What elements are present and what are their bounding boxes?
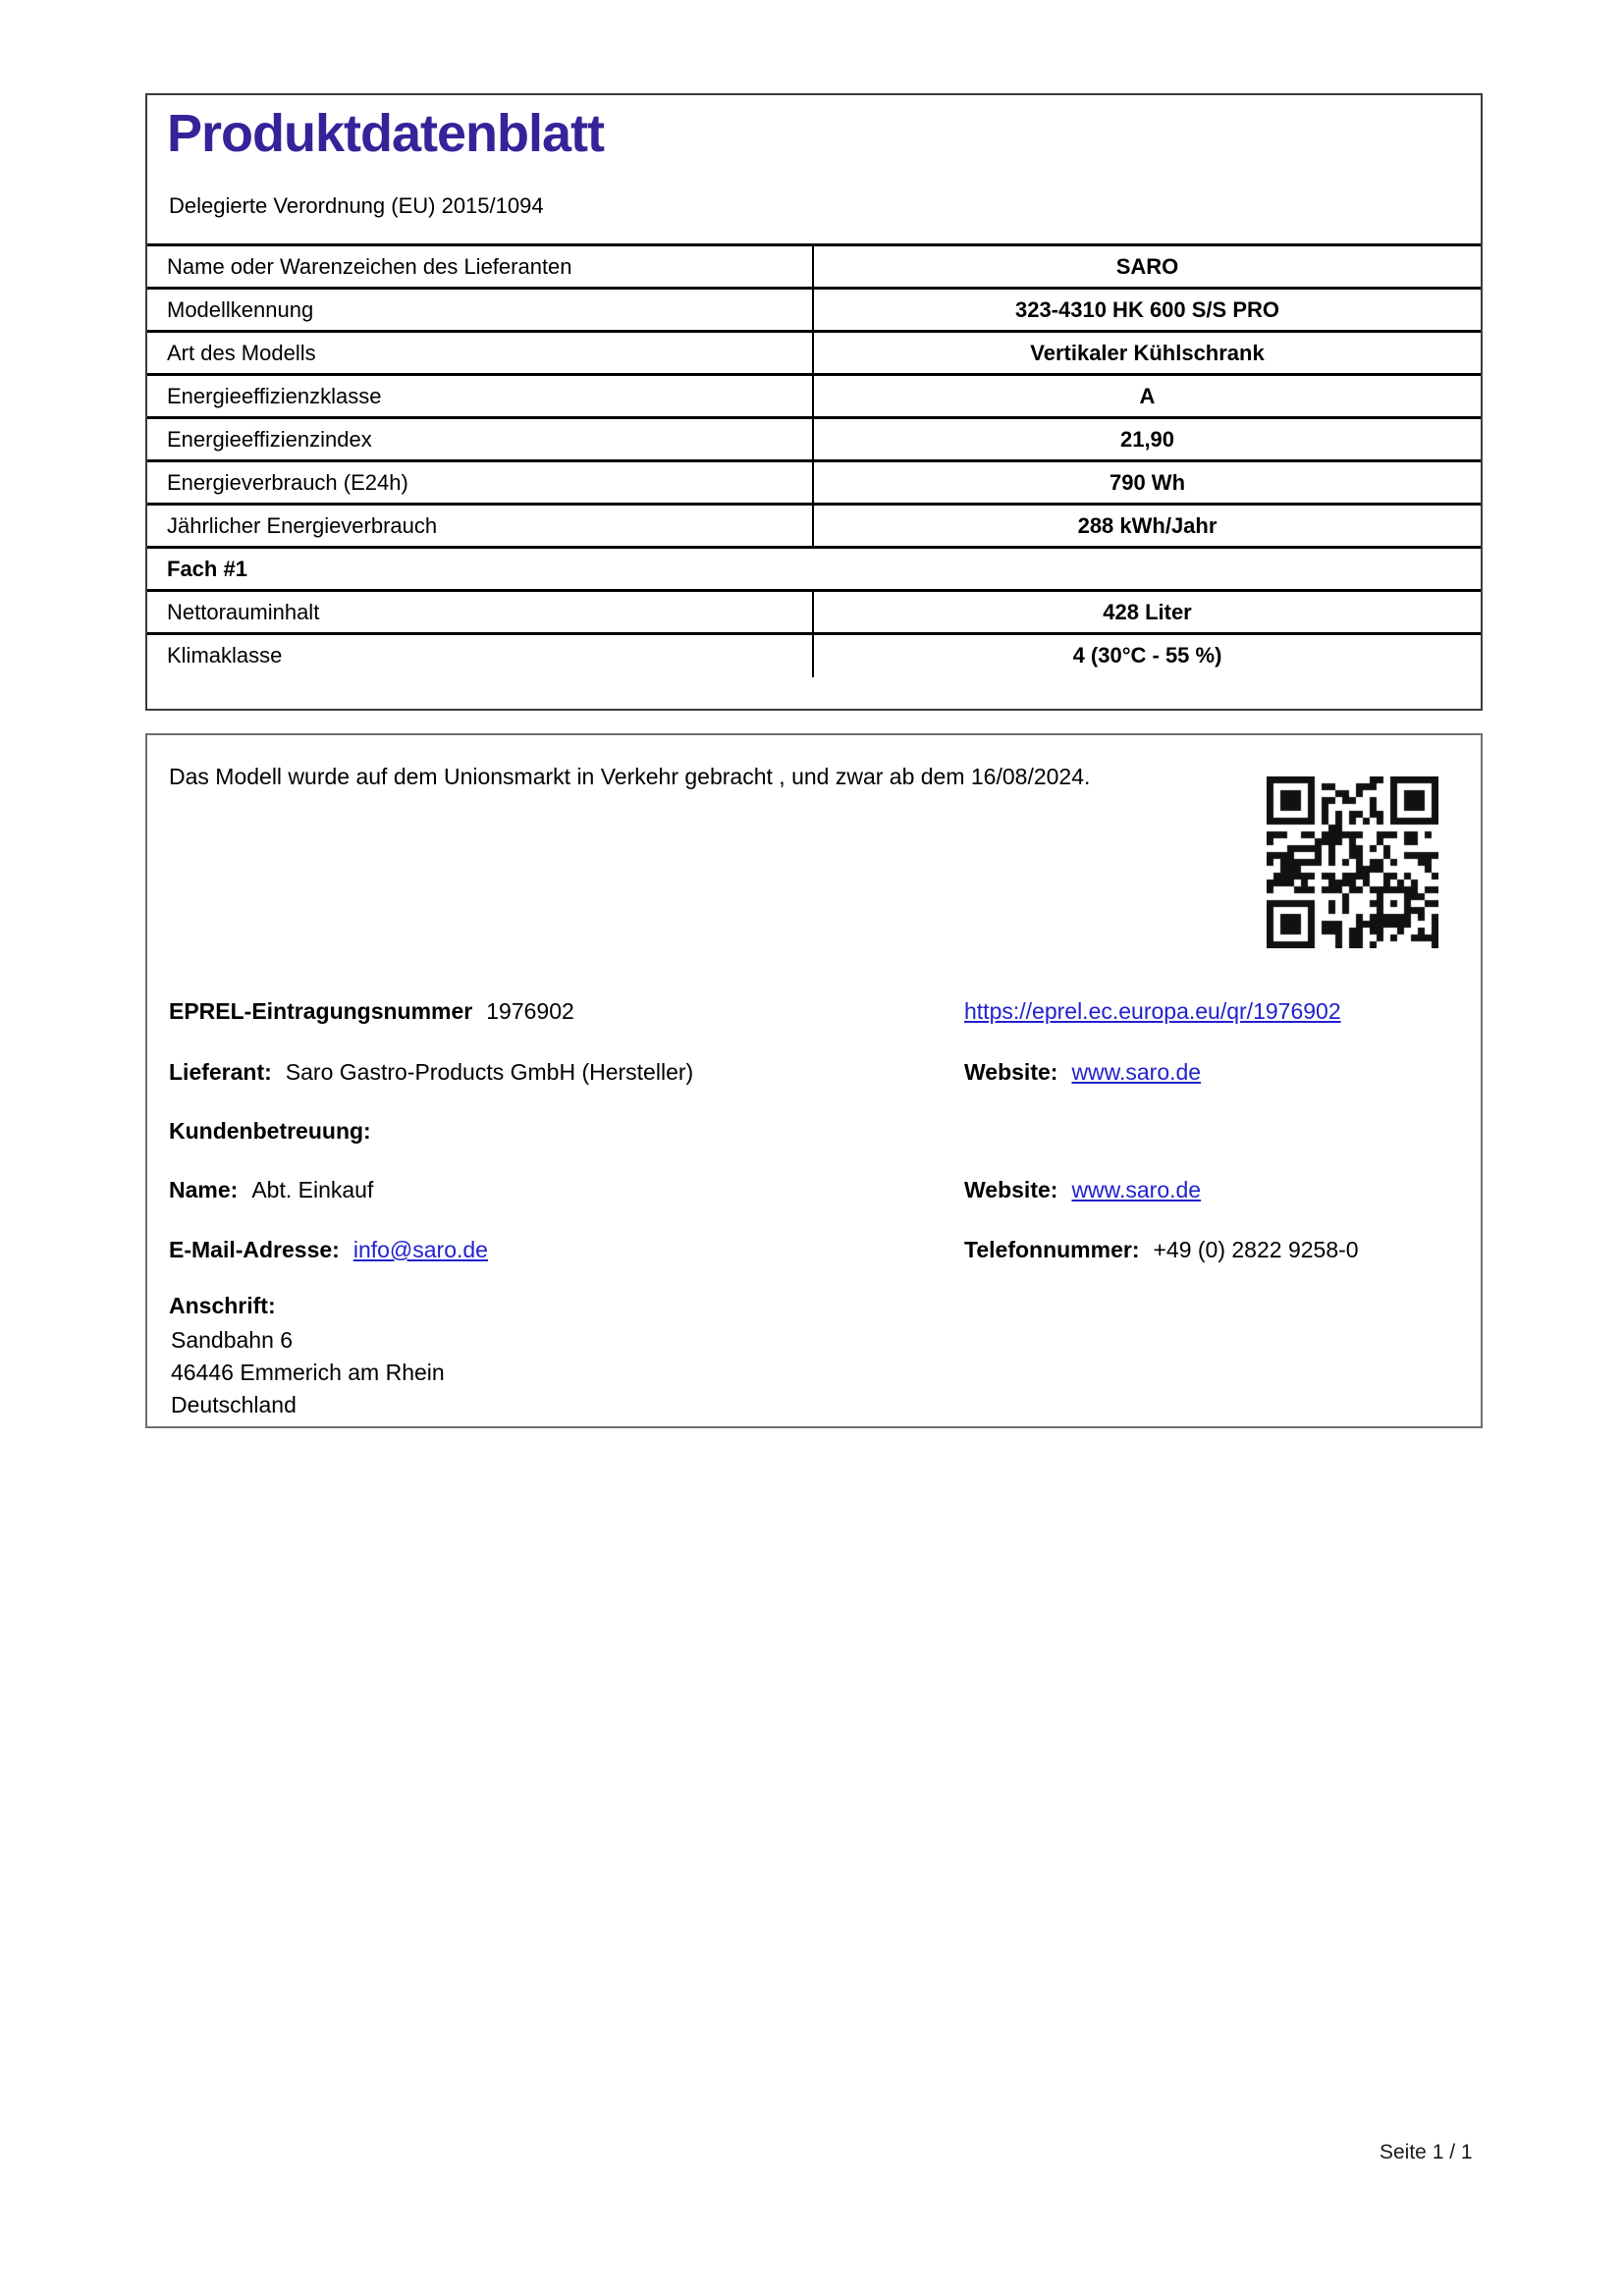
phone-label: Telefonnummer: — [964, 1237, 1140, 1262]
table-row — [147, 461, 1481, 505]
website2-label: Website: — [964, 1177, 1058, 1202]
table-row — [147, 591, 1481, 634]
qr-code — [1267, 776, 1438, 948]
spec-value: 21,90 — [813, 418, 1481, 461]
email-link[interactable]: info@saro.de — [352, 1237, 488, 1262]
spec-value: 288 kWh/Jahr — [813, 505, 1481, 548]
table-row — [147, 245, 1481, 289]
spec-label: Jährlicher Energieverbrauch — [147, 505, 813, 548]
spec-label: Energieeffizienzklasse — [147, 375, 813, 418]
spec-value: 323-4310 HK 600 S/S PRO — [813, 289, 1481, 332]
spec-value: 4 (30°C - 55 %) — [813, 634, 1481, 677]
spec-label: Name oder Warenzeichen des Lieferanten — [147, 245, 813, 289]
email-label: E-Mail-Adresse: — [169, 1237, 340, 1262]
spec-value: 428 Liter — [813, 591, 1481, 634]
contact-name-value: Abt. Einkauf — [251, 1177, 374, 1202]
email-row — [169, 1237, 488, 1263]
table-section-row — [147, 548, 1481, 591]
address-line: Sandbahn 6 — [171, 1327, 294, 1353]
eprel-label: EPREL-Eintragungsnummer — [169, 998, 473, 1024]
spec-value: Vertikaler Kühlschrank — [813, 332, 1481, 375]
phone-value: +49 (0) 2822 9258-0 — [1153, 1237, 1359, 1262]
page-number: Seite 1 / 1 — [1380, 2141, 1473, 2163]
phone-row — [964, 1237, 1359, 1263]
contact-name-label: Name: — [169, 1177, 239, 1202]
spec-value: A — [813, 375, 1481, 418]
spec-label: Energieverbrauch (E24h) — [147, 461, 813, 505]
market-statement: Das Modell wurde auf dem Unionsmarkt in Verkehr gebracht , und zwar ab dem 16/08/2024. — [169, 764, 1091, 789]
spec-label: Modellkennung — [147, 289, 813, 332]
datasheet-card — [145, 93, 1483, 711]
supplier-row — [169, 1059, 693, 1086]
table-row — [147, 289, 1481, 332]
table-row — [147, 375, 1481, 418]
table-row — [147, 332, 1481, 375]
website-label: Website: — [964, 1059, 1058, 1085]
spec-label: Energieeffizienzindex — [147, 418, 813, 461]
address-line: 46446 Emmerich am Rhein — [171, 1360, 445, 1385]
spec-table — [147, 243, 1481, 677]
website-link[interactable]: www.saro.de — [1071, 1059, 1202, 1085]
eprel-number: 1976902 — [486, 998, 574, 1024]
table-row — [147, 634, 1481, 677]
spec-value: 790 Wh — [813, 461, 1481, 505]
customer-service-label: Kundenbetreuung: — [169, 1118, 371, 1144]
contact-name-row — [169, 1177, 373, 1203]
market-info-card — [145, 733, 1483, 1428]
table-row — [147, 418, 1481, 461]
supplier-label: Lieferant: — [169, 1059, 272, 1085]
customer-service-row — [169, 1118, 371, 1145]
spec-value: SARO — [813, 245, 1481, 289]
website2-link[interactable]: www.saro.de — [1071, 1177, 1202, 1202]
address-line: Deutschland — [171, 1392, 297, 1417]
page-title: Produktdatenblatt — [167, 104, 605, 163]
supplier-value: Saro Gastro-Products GmbH (Hersteller) — [285, 1059, 694, 1085]
spec-label: Klimaklasse — [147, 634, 813, 677]
section-header: Fach #1 — [147, 548, 1481, 591]
spec-label: Art des Modells — [147, 332, 813, 375]
spec-label: Nettorauminhalt — [147, 591, 813, 634]
website2-row — [964, 1177, 1201, 1203]
table-row — [147, 505, 1481, 548]
address-row — [169, 1293, 276, 1319]
website-row — [964, 1059, 1201, 1086]
regulation-subtitle: Delegierte Verordnung (EU) 2015/1094 — [169, 193, 544, 218]
eprel-row — [169, 998, 574, 1025]
address-label: Anschrift: — [169, 1293, 276, 1318]
eprel-link[interactable]: https://eprel.ec.europa.eu/qr/1976902 — [964, 998, 1341, 1024]
